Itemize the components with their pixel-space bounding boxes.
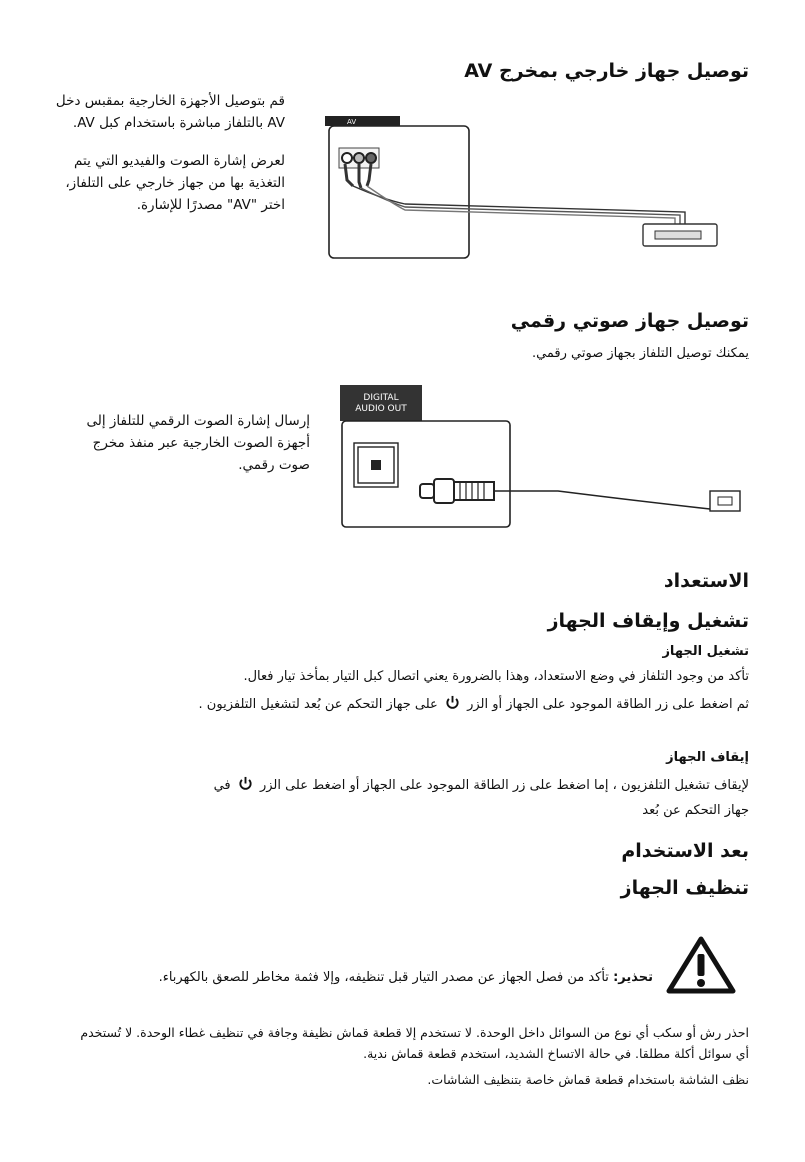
cleaning-line-3: نظف الشاشة باستخدام قطعة قماش خاصة بتنظيف الشاشات. (427, 1072, 749, 1087)
optical-port-hole (371, 460, 381, 470)
power-off-line-1 (49, 775, 749, 796)
warning-text: تأكد من فصل الجهاز عن مصدر التيار قبل تنظيفه، وإلا فثمة مخاطر للصعق بالكهرباء. (158, 970, 609, 985)
av-line-1: قم بتوصيل الأجهزة الخارجية بمقبس دخل (55, 93, 285, 109)
digital-tab-label-1: DIGITAL (363, 393, 399, 403)
power-icon (238, 776, 253, 791)
digital-line-3: صوت رقمي. (238, 457, 310, 473)
av-line-2: AV بالتلفاز مباشرة باستخدام كبل AV. (72, 115, 285, 131)
power-on-line-2-b: على جهاز التحكم عن بُعد لتشغيل التلفزيون . (198, 697, 438, 712)
av-description (40, 90, 285, 216)
av-tab (325, 116, 400, 126)
digital-connection-diagram (338, 383, 748, 533)
cleaning-line-1: احذر رش أو سكب أي نوع من السوائل داخل الوحدة. لا تستخدم إلا قطعة قماش نظيفة وجافة في تنظيف غطاء الوحدة. لا تُستخدم (80, 1025, 749, 1040)
digital-section-title: توصيل جهاز صوتي رقمي (510, 310, 749, 332)
power-off-line-1-a: لإيقاف تشغيل التلفزيون ، إما اضغط على زر الطاقة الموجود على الجهاز أو اضغط على الزر (259, 778, 749, 793)
digital-line-1: إرسال إشارة الصوت الرقمي للتلفاز إلى (86, 413, 310, 429)
warning-label: تحذير: (613, 970, 653, 985)
av-line-3: لعرض إشارة الصوت والفيديو التي يتم (74, 153, 285, 169)
optical-cable (494, 491, 710, 509)
av-line-5: اختر "AV" مصدرًا للإشارة. (136, 197, 285, 213)
av-tab-label: AV (347, 118, 357, 126)
power-on-line-2 (49, 694, 749, 715)
av-jack-yellow-icon (342, 153, 352, 163)
power-off-line-2: جهاز التحكم عن بُعد (642, 803, 749, 818)
digital-line-2: أجهزة الصوت الخارجية عبر منفذ مخرج (92, 435, 310, 451)
av-tv-panel (329, 126, 469, 258)
warning-icon (666, 936, 736, 994)
optical-plug-tip (420, 484, 434, 498)
av-jack-white-icon (354, 153, 364, 163)
power-off-line-1-b: في (213, 778, 231, 793)
digital-description (60, 410, 310, 476)
warning-line (53, 967, 653, 988)
digital-tab-label-2: AUDIO OUT (355, 404, 407, 414)
digital-intro: يمكنك توصيل التلفاز بجهاز صوتي رقمي. (531, 346, 749, 361)
digital-tab (340, 385, 422, 421)
cleaning-line-2: أي سوائل أكلة مطلقا. في حالة الاتساخ الشديد، استخدم قطعة قماش ندية. (363, 1046, 749, 1061)
av-line-4: التغذية بها من جهاز خارجي على التلفاز، (65, 175, 285, 191)
power-title: تشغيل وإيقاف الجهاز (547, 610, 749, 632)
power-on-title: تشغيل الجهاز (662, 644, 749, 659)
power-off-title: إيقاف الجهاز (666, 750, 749, 765)
optical-plug-body (434, 479, 454, 503)
after-use-title: بعد الاستخدام (621, 840, 749, 862)
av-connection-diagram (325, 112, 745, 262)
audio-device-port (718, 497, 732, 505)
power-on-line-1: تأكد من وجود التلفاز في وضع الاستعداد، وهذا بالضرورة يعني اتصال كبل التيار بمأخذ تيار فعال. (243, 669, 749, 684)
av-jack-red-icon (366, 153, 376, 163)
power-icon (445, 695, 460, 710)
power-on-line-2-a: ثم اضغط على زر الطاقة الموجود على الجهاز أو الزر (467, 697, 749, 712)
preparation-title: الاستعداد (663, 570, 749, 592)
av-section-title: توصيل جهاز خارجي بمخرج AV (464, 60, 749, 82)
external-device-slot (655, 231, 701, 239)
cleaning-title: تنظيف الجهاز (620, 877, 749, 899)
